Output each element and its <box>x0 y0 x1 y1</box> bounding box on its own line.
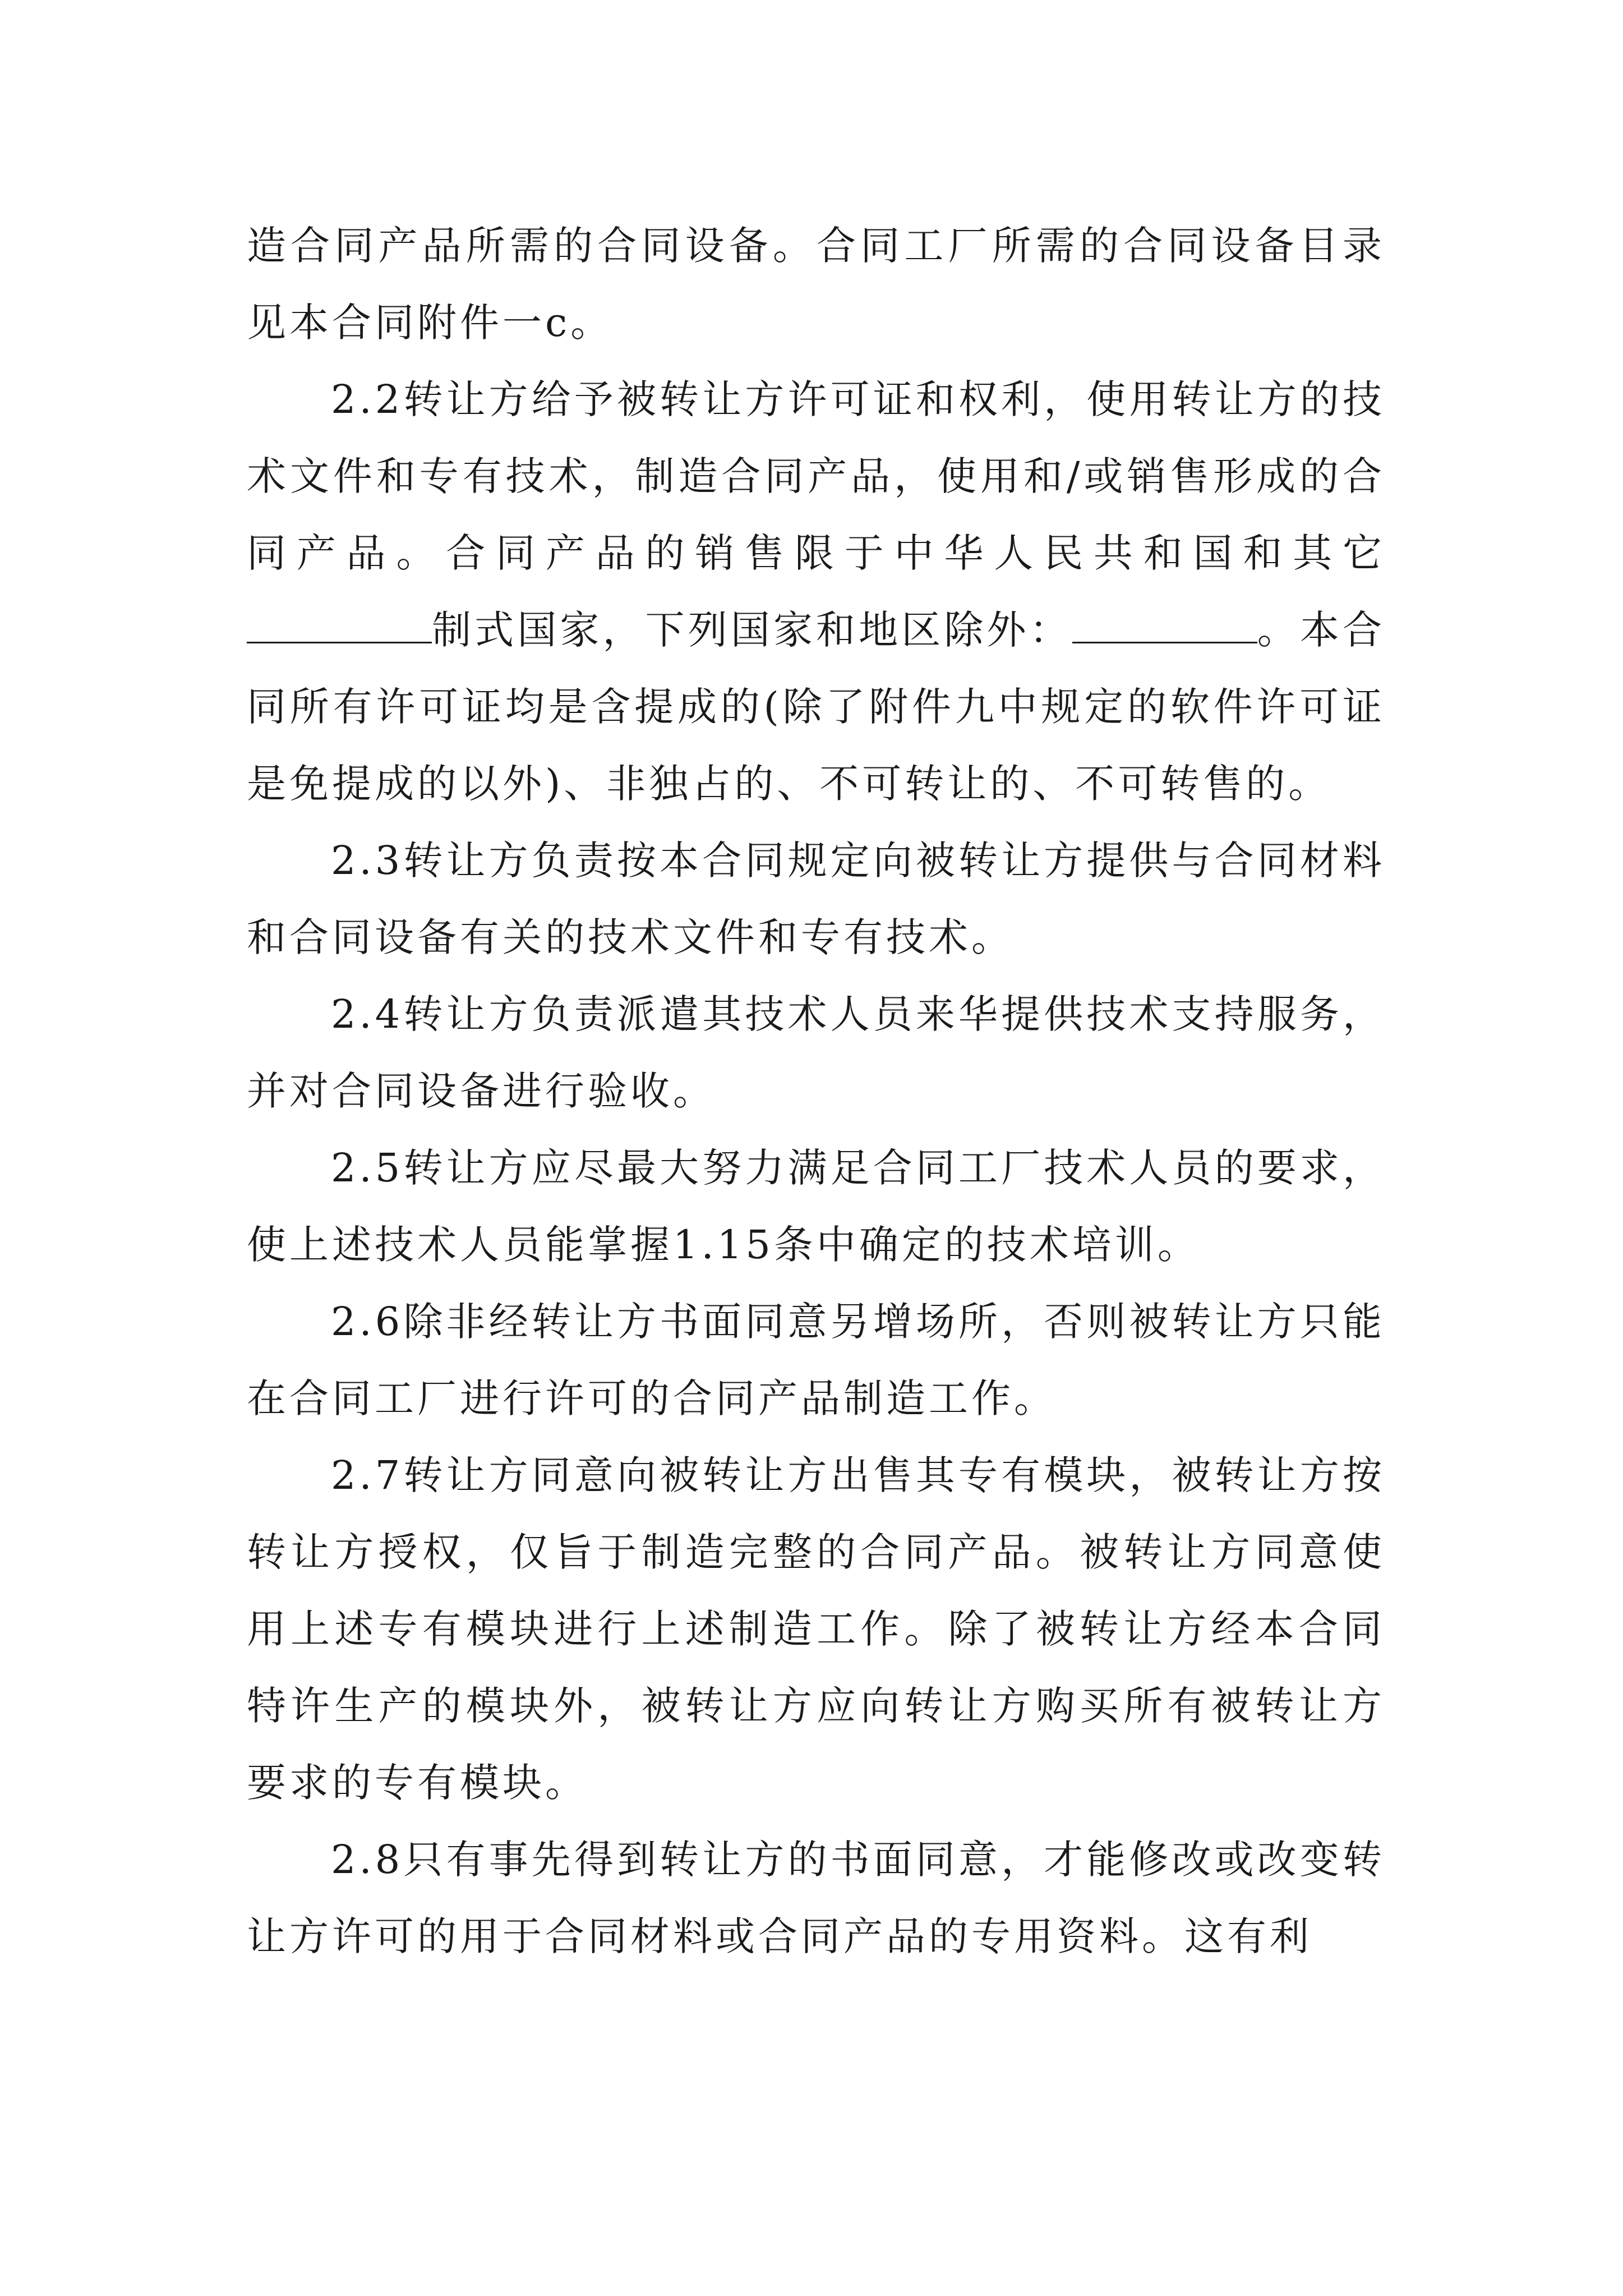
clause-2-3: 2.3转让方负责按本合同规定向被转让方提供与合同材料和合同设备有关的技术文件和专有技术。 <box>247 838 1385 960</box>
paragraph-continuation: 造合同产品所需的合同设备。合同工厂所需的合同设备目录见本合同附件一c。 <box>247 223 1385 346</box>
clause-2-6: 2.6除非经转让方书面同意另增场所，否则被转让方只能在合同工厂进行许可的合同产品制造工作。 <box>247 1299 1385 1421</box>
clause-2-4: 2.4转让方负责派遣其技术人员来华提供技术支持服务，并对合同设备进行验收。 <box>247 991 1385 1114</box>
blank-line-2 <box>1072 608 1257 643</box>
clause-2-5: 2.5转让方应尽最大努力满足合同工厂技术人员的要求，使上述技术人员能掌握1.15条中确定的技术培训。 <box>247 1145 1385 1268</box>
clause-2-7: 2.7转让方同意向被转让方出售其专有模块，被转让方按转让方授权，仅旨于制造完整的合同产品。被转让方同意使用上述专有模块进行上述制造工作。除了被转让方经本合同特许生产的模块外，被转让方应向转让方购买所有被转让方要求的专有模块。 <box>247 1452 1385 1806</box>
clause-2-2-text-part2: 制式国家，下列国家和地区除外： <box>432 607 1072 653</box>
clause-2-8: 2.8只有事先得到转让方的书面同意，才能修改或改变转让方许可的用于合同材料或合同产品的专用资料。这有利 <box>247 1837 1385 1959</box>
document-page <box>247 208 1385 1975</box>
clause-2-2-text-part3: 。本合同所有许可证均是含提成的(除了附件九中规定的软件许可证是免提成的以外)、非独占的、不可转让的、不可转售的。 <box>247 607 1386 807</box>
blank-line-1 <box>247 608 432 643</box>
clause-2-2-text-part1: 2.2转让方给予被转让方许可证和权利，使用转让方的技术文件和专有技术，制造合同产品，使用和/或销售形成的合同产品。合同产品的销售限于中华人民共和国和其它 <box>247 376 1385 576</box>
clause-2-2 <box>247 361 1385 822</box>
